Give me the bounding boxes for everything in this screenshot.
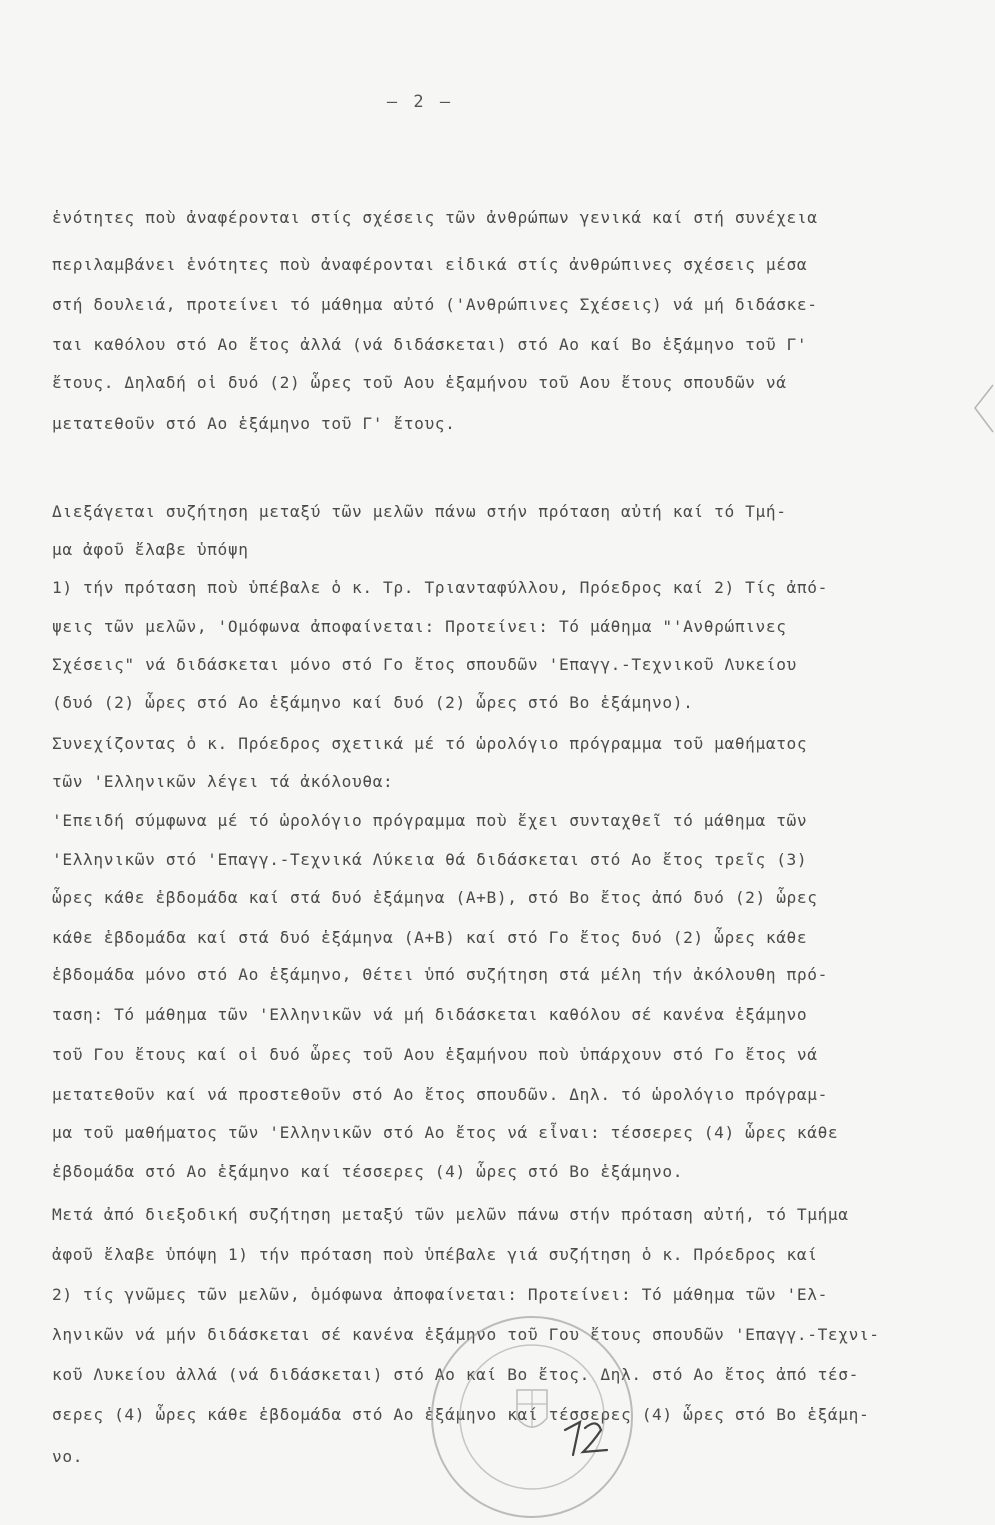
- text-line: 'Ελληνικῶν στό 'Επαγγ.-Τεχνικά Λύκεια θά διδάσκεται στό Αο ἔτος τρεῖς (3): [52, 850, 808, 869]
- text-line: σερες (4) ὧρες κάθε ἑβδομάδα στό Αο ἑξάμηνο καί τέσσερες (4) ὧρες στό Βο ἑξάμη-: [52, 1405, 870, 1424]
- text-line: ἀφοῦ ἔλαβε ὑπόψη 1) τήν πρόταση ποὺ ὑπέβαλε γιά συζήτηση ὁ κ. Πρόεδρος καί: [52, 1245, 818, 1264]
- text-line: τῶν 'Ελληνικῶν λέγει τά ἀκόλουθα:: [52, 772, 394, 791]
- text-line: Σχέσεις" νά διδάσκεται μόνο στό Γο ἔτος σπουδῶν 'Επαγγ.-Τεχνικοῦ Λυκείου: [52, 655, 797, 674]
- text-line: 1) τήν πρόταση ποὺ ὑπέβαλε ὁ κ. Τρ. Τριανταφύλλου, Πρόεδρος καί 2) Τίς ἀπό-: [52, 578, 828, 597]
- text-line: Συνεχίζοντας ὁ κ. Πρόεδρος σχετικά μέ τό ὡρολόγιο πρόγραμμα τοῦ μαθήματος: [52, 734, 808, 753]
- text-line: ὧρες κάθε ἑβδομάδα καί στά δυό ἑξάμηνα (Α+Β), στό Βο ἔτος ἀπό δυό (2) ὧρες: [52, 888, 818, 907]
- text-line: Μετά ἀπό διεξοδική συζήτηση μεταξύ τῶν μελῶν πάνω στήν πρόταση αὐτή, τό Τμήμα: [52, 1205, 849, 1224]
- text-line: κάθε ἑβδομάδα καί στά δυό ἑξάμηνα (Α+Β) καί στό Γο ἔτος δυό (2) ὧρες κάθε: [52, 928, 808, 947]
- page-number: – 2 –: [386, 92, 454, 112]
- text-line: (δυό (2) ὧρες στό Αο ἑξάμηνο καί δυό (2) ὧρες στό Βο ἑξάμηνο).: [52, 693, 694, 712]
- text-line: στή δουλειά, προτείνει τό μάθημα αὐτό ('Ανθρώπινες Σχέσεις) νά μή διδάσκε-: [52, 295, 818, 314]
- text-line: μα τοῦ μαθήματος τῶν 'Ελληνικῶν στό Αο ἔτος νά εἶναι: τέσσερες (4) ὧρες κάθε: [52, 1123, 839, 1142]
- text-line: Διεξάγεται συζήτηση μεταξύ τῶν μελῶν πάνω στήν πρόταση αὐτή καί τό Τμή-: [52, 502, 787, 521]
- text-line: νο.: [52, 1447, 84, 1466]
- text-line: ἑβδομάδα στό Αο ἑξάμηνο καί τέσσερες (4) ὧρες στό Βο ἑξάμηνο.: [52, 1162, 684, 1181]
- text-line: 2) τίς γνῶμες τῶν μελῶν, ὁμόφωνα ἀποφαίνεται: Προτείνει: Τό μάθημα τῶν 'Ελ-: [52, 1285, 828, 1304]
- text-line: μετατεθοῦν στό Αο ἑξάμηνο τοῦ Γ' ἔτους.: [52, 414, 456, 433]
- text-line: τοῦ Γου ἔτους καί οἱ δυό ὧρες τοῦ Αου ἑξαμήνου ποὺ ὑπάρχουν στό Γο ἔτος νά: [52, 1045, 818, 1064]
- text-line: ται καθόλου στό Αο ἔτος ἀλλά (νά διδάσκεται) στό Αο καί Βο ἑξάμηνο τοῦ Γ': [52, 335, 808, 354]
- text-line: ταση: Τό μάθημα τῶν 'Ελληνικῶν νά μή διδάσκεται καθόλου σέ κανένα ἑξάμηνο: [52, 1005, 808, 1024]
- text-line: ἑνότητες ποὺ ἀναφέρονται στίς σχέσεις τῶν ἀνθρώπων γενικά καί στή συνέχεια: [52, 208, 818, 227]
- official-stamp: [425, 1310, 640, 1525]
- coat-of-arms-icon: [517, 1390, 547, 1428]
- text-line: 'Επειδή σύμφωνα μέ τό ὡρολόγιο πρόγραμμα ποὺ ἔχει συνταχθεῖ τό μάθημα τῶν: [52, 811, 808, 830]
- text-line: μα ἀφοῦ ἔλαβε ὑπόψη: [52, 540, 249, 559]
- text-line: περιλαμβάνει ἑνότητες ποὺ ἀναφέρονται εἰδικά στίς ἀνθρώπινες σχέσεις μέσα: [52, 255, 808, 274]
- text-line: ψεις τῶν μελῶν, 'Ομόφωνα ἀποφαίνεται: Προτείνει: Τό μάθημα "'Ανθρώπινες: [52, 617, 787, 636]
- text-line: κοῦ Λυκείου ἀλλά (νά διδάσκεται) στό Αο καί Βο ἔτος. Δηλ. στό Αο ἔτος ἀπό τέσ-: [52, 1365, 859, 1384]
- text-line: ἔτους. Δηλαδή οἱ δυό (2) ὧρες τοῦ Αου ἑξαμήνου τοῦ Αου ἔτους σπουδῶν νά: [52, 373, 787, 392]
- text-line: ἑβδομάδα μόνο στό Αο ἑξάμηνο, Θέτει ὑπό συζήτηση στά μέλη τήν ἀκόλουθη πρό-: [52, 965, 828, 984]
- text-line: ληνικῶν νά μήν διδάσκεται σέ κανένα ἑξάμηνο τοῦ Γου ἔτους σπουδῶν 'Επαγγ.-Τεχνι-: [52, 1325, 880, 1344]
- text-line: μετατεθοῦν καί νά προστεθοῦν στό Αο ἔτος σπουδῶν. Δηλ. τό ὡρολόγιο πρόγραμ-: [52, 1085, 828, 1104]
- margin-mark: [965, 380, 995, 440]
